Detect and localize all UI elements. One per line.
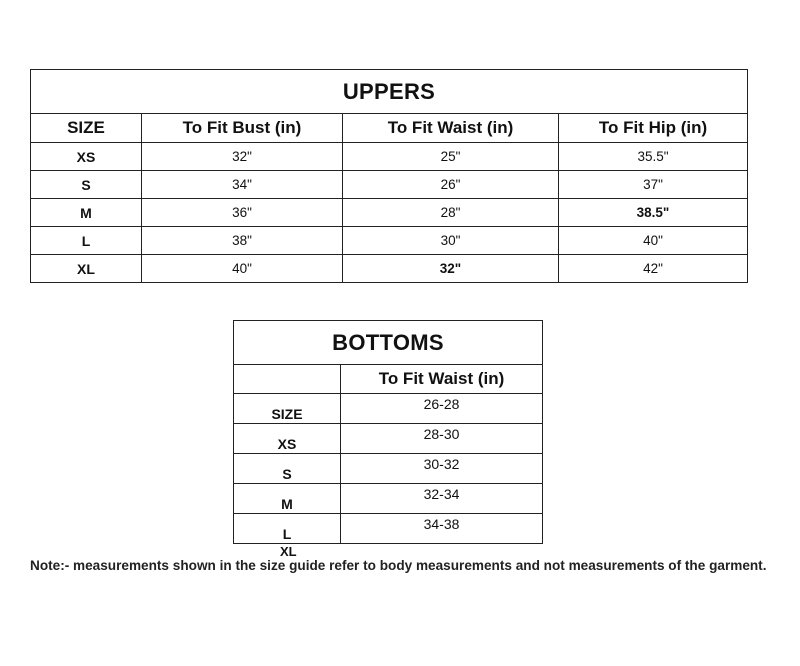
size-cell: XS [31, 143, 142, 171]
bottoms-header-waist: To Fit Waist (in) [341, 365, 543, 394]
hip-cell: 38.5" [559, 199, 748, 227]
size-cell: S [234, 454, 341, 484]
hip-cell: 40" [559, 227, 748, 255]
size-cell: L [31, 227, 142, 255]
uppers-header-size: SIZE [31, 114, 142, 143]
waist-cell: 26-28 [341, 394, 543, 424]
waist-cell: 26" [343, 171, 559, 199]
table-row [234, 484, 543, 514]
table-row [31, 143, 748, 171]
waist-cell: 34-38 [341, 514, 543, 544]
size-cell: M [234, 484, 341, 514]
table-row [31, 199, 748, 227]
table-row [234, 454, 543, 484]
uppers-title: UPPERS [31, 70, 748, 114]
waist-cell: 30-32 [341, 454, 543, 484]
size-cell: S [31, 171, 142, 199]
bottoms-size-table [233, 320, 543, 544]
uppers-header-bust: To Fit Bust (in) [142, 114, 343, 143]
size-cell: SIZE [234, 394, 341, 424]
waist-cell: 32-34 [341, 484, 543, 514]
waist-cell: 28-30 [341, 424, 543, 454]
table-row [31, 171, 748, 199]
size-cell: XL [31, 255, 142, 283]
waist-cell: 30" [343, 227, 559, 255]
hip-cell: 35.5" [559, 143, 748, 171]
bust-cell: 40" [142, 255, 343, 283]
table-row [234, 424, 543, 454]
uppers-header-row [31, 114, 748, 143]
bottoms-header-row [234, 365, 543, 394]
size-guide-note: Note:- measurements shown in the size guide refer to body measurements and not measurements of the garment. [30, 558, 767, 573]
size-cell: M [31, 199, 142, 227]
bust-cell: 36" [142, 199, 343, 227]
uppers-header-hip: To Fit Hip (in) [559, 114, 748, 143]
uppers-size-table [30, 69, 748, 283]
bust-cell: 34" [142, 171, 343, 199]
waist-cell: 32" [343, 255, 559, 283]
table-row [234, 514, 543, 544]
waist-cell: 28" [343, 199, 559, 227]
hip-cell: 37" [559, 171, 748, 199]
waist-cell: 25" [343, 143, 559, 171]
bottoms-overflow-size-label: XL [280, 544, 297, 559]
size-cell: L [234, 514, 341, 544]
uppers-header-waist: To Fit Waist (in) [343, 114, 559, 143]
bust-cell: 38" [142, 227, 343, 255]
bust-cell: 32" [142, 143, 343, 171]
size-cell: XS [234, 424, 341, 454]
bottoms-title: BOTTOMS [234, 321, 543, 365]
table-row [31, 227, 748, 255]
table-row [31, 255, 748, 283]
bottoms-header-empty [234, 365, 341, 394]
hip-cell: 42" [559, 255, 748, 283]
table-row [234, 394, 543, 424]
